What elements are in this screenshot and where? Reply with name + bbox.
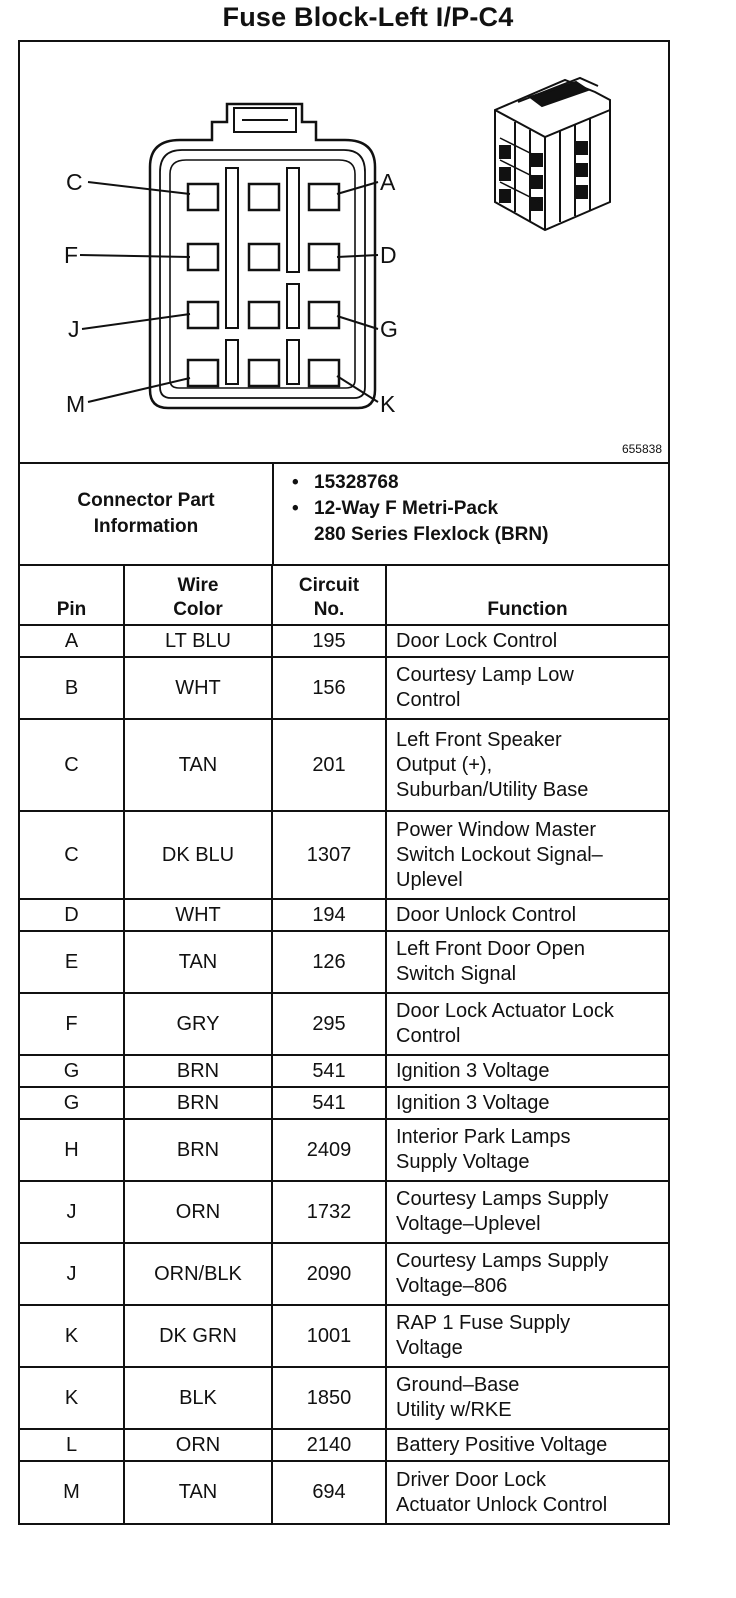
- circuit-cell: 1732: [272, 1181, 386, 1243]
- table-row: [20, 1461, 668, 1523]
- connector-sheet: [18, 40, 670, 1525]
- pin-cell: B: [20, 657, 124, 719]
- function-line: Suburban/Utility Base: [396, 778, 589, 801]
- pin-cell: K: [20, 1367, 124, 1429]
- wire-color-cell: LT BLU: [124, 625, 272, 657]
- pin-cell: J: [20, 1181, 124, 1243]
- function-line: Door Unlock Control: [396, 903, 577, 926]
- function-line: Switch Signal: [396, 963, 517, 985]
- wire-color-cell: TAN: [124, 931, 272, 993]
- function-line: Ground–Base: [396, 1374, 520, 1396]
- pin-cell: H: [20, 1119, 124, 1181]
- wire-color-cell: BLK: [124, 1367, 272, 1429]
- function-line: Door Lock Control: [396, 629, 558, 652]
- function-line: Interior Park Lamps: [396, 1126, 571, 1148]
- diagram-reference-number: 655838: [621, 442, 662, 456]
- header-circuit-no: Circuit No.: [272, 566, 386, 625]
- wire-color-cell: TAN: [124, 1461, 272, 1523]
- function-cell: [386, 811, 668, 899]
- function-line: Courtesy Lamps Supply: [396, 1188, 609, 1210]
- table-row: [20, 811, 668, 899]
- info-label-line1: Connector Part: [77, 490, 215, 511]
- wire-color-cell: ORN: [124, 1181, 272, 1243]
- header-pin: Pin: [20, 566, 124, 625]
- wire-color-cell: BRN: [124, 1119, 272, 1181]
- table-row: [20, 1055, 668, 1087]
- wire-color-cell: WHT: [124, 657, 272, 719]
- pin-label-m: M: [66, 391, 86, 417]
- header-function: Function: [386, 566, 668, 625]
- pin-label-f: F: [64, 242, 79, 268]
- pin-label-a: A: [380, 169, 396, 195]
- circuit-cell: 126: [272, 931, 386, 993]
- circuit-cell: 156: [272, 657, 386, 719]
- function-cell: [386, 1055, 668, 1087]
- pin-label-k: K: [380, 391, 396, 417]
- pin-cell: C: [20, 811, 124, 899]
- function-line: Uplevel: [396, 868, 463, 891]
- function-line: Power Window Master: [396, 818, 597, 841]
- pin-cell: J: [20, 1243, 124, 1305]
- circuit-cell: 2140: [272, 1429, 386, 1461]
- function-line: Output (+),: [396, 753, 493, 776]
- part-number: • 15328768: [314, 470, 668, 496]
- function-cell: [386, 899, 668, 931]
- function-cell: [386, 1243, 668, 1305]
- connector-part-info: [20, 464, 668, 566]
- function-cell: [386, 1305, 668, 1367]
- wire-color-cell: TAN: [124, 719, 272, 811]
- function-cell: [386, 1367, 668, 1429]
- function-line: Control: [396, 1025, 461, 1047]
- function-line: Voltage–Uplevel: [396, 1213, 541, 1235]
- wire-color-cell: ORN: [124, 1429, 272, 1461]
- circuit-cell: 2090: [272, 1243, 386, 1305]
- function-line: Left Front Door Open: [396, 938, 585, 960]
- function-line: Driver Door Lock: [396, 1468, 547, 1491]
- function-cell: [386, 719, 668, 811]
- pin-cell: L: [20, 1429, 124, 1461]
- wire-color-cell: WHT: [124, 899, 272, 931]
- table-row: [20, 1305, 668, 1367]
- table-row: [20, 1087, 668, 1119]
- info-label-line2: Information: [93, 516, 199, 537]
- table-row: [20, 1367, 668, 1429]
- circuit-cell: 541: [272, 1055, 386, 1087]
- function-cell: [386, 1429, 668, 1461]
- table-row: [20, 625, 668, 657]
- page-title: Fuse Block-Left I/P-C4: [222, 2, 514, 32]
- function-line: Switch Lockout Signal–: [396, 843, 603, 866]
- function-cell: [386, 657, 668, 719]
- circuit-cell: 541: [272, 1087, 386, 1119]
- circuit-cell: 1850: [272, 1367, 386, 1429]
- function-cell: [386, 931, 668, 993]
- function-line: Actuator Unlock Control: [396, 1493, 608, 1516]
- table-row: [20, 1243, 668, 1305]
- function-line: Supply Voltage: [396, 1151, 530, 1173]
- function-cell: [386, 625, 668, 657]
- pin-cell: G: [20, 1087, 124, 1119]
- table-row: [20, 719, 668, 811]
- wire-color-cell: DK BLU: [124, 811, 272, 899]
- wire-color-cell: BRN: [124, 1055, 272, 1087]
- function-line: Control: [396, 689, 461, 711]
- function-line: Utility w/RKE: [396, 1399, 512, 1421]
- pin-label-j: J: [68, 316, 80, 342]
- pin-label-g: G: [380, 316, 398, 342]
- circuit-cell: 2409: [272, 1119, 386, 1181]
- table-row: [20, 1429, 668, 1461]
- wire-color-cell: GRY: [124, 993, 272, 1055]
- table-row: [20, 657, 668, 719]
- connector-face-drawing: [20, 42, 668, 462]
- function-line: Voltage–806: [396, 1275, 508, 1297]
- circuit-cell: 1001: [272, 1305, 386, 1367]
- pin-label-c: C: [66, 169, 83, 195]
- function-cell: [386, 1181, 668, 1243]
- function-line: Ignition 3 Voltage: [396, 1091, 550, 1114]
- circuit-cell: 694: [272, 1461, 386, 1523]
- connector-type: [314, 496, 668, 548]
- table-row: [20, 993, 668, 1055]
- circuit-cell: 1307: [272, 811, 386, 899]
- function-line: Battery Positive Voltage: [396, 1433, 608, 1456]
- connector-type-line1: • 12-Way F Metri-Pack: [314, 498, 499, 519]
- pinout-table: [20, 566, 668, 1523]
- function-line: Ignition 3 Voltage: [396, 1059, 550, 1082]
- pin-cell: M: [20, 1461, 124, 1523]
- wire-color-cell: DK GRN: [124, 1305, 272, 1367]
- pin-cell: F: [20, 993, 124, 1055]
- table-header-row: [20, 566, 668, 625]
- wire-color-cell: BRN: [124, 1087, 272, 1119]
- function-line: RAP 1 Fuse Supply: [396, 1312, 571, 1334]
- pin-cell: G: [20, 1055, 124, 1087]
- pin-cell: K: [20, 1305, 124, 1367]
- connector-type-line2: 280 Series Flexlock (BRN): [314, 524, 549, 545]
- pinout-table-body: [20, 625, 668, 1523]
- function-cell: [386, 993, 668, 1055]
- table-row: [20, 931, 668, 993]
- circuit-cell: 295: [272, 993, 386, 1055]
- pin-cell: C: [20, 719, 124, 811]
- pin-cell: E: [20, 931, 124, 993]
- function-line: Courtesy Lamp Low: [396, 664, 574, 686]
- table-row: [20, 899, 668, 931]
- pin-cell: D: [20, 899, 124, 931]
- function-cell: [386, 1461, 668, 1523]
- table-row: [20, 1119, 668, 1181]
- table-row: [20, 1181, 668, 1243]
- pin-cell: A: [20, 625, 124, 657]
- circuit-cell: 195: [272, 625, 386, 657]
- wire-color-cell: ORN/BLK: [124, 1243, 272, 1305]
- header-wire-color: Wire Color: [124, 566, 272, 625]
- function-line: Voltage: [396, 1337, 463, 1359]
- connector-part-info-values: [274, 464, 668, 564]
- connector-part-info-label: [20, 464, 274, 564]
- circuit-cell: 194: [272, 899, 386, 931]
- function-line: Left Front Speaker: [396, 728, 562, 751]
- function-line: Door Lock Actuator Lock: [396, 1000, 614, 1022]
- function-line: Courtesy Lamps Supply: [396, 1250, 609, 1272]
- connector-diagram: [20, 42, 668, 464]
- circuit-cell: 201: [272, 719, 386, 811]
- function-cell: [386, 1119, 668, 1181]
- pin-label-d: D: [380, 242, 397, 268]
- function-cell: [386, 1087, 668, 1119]
